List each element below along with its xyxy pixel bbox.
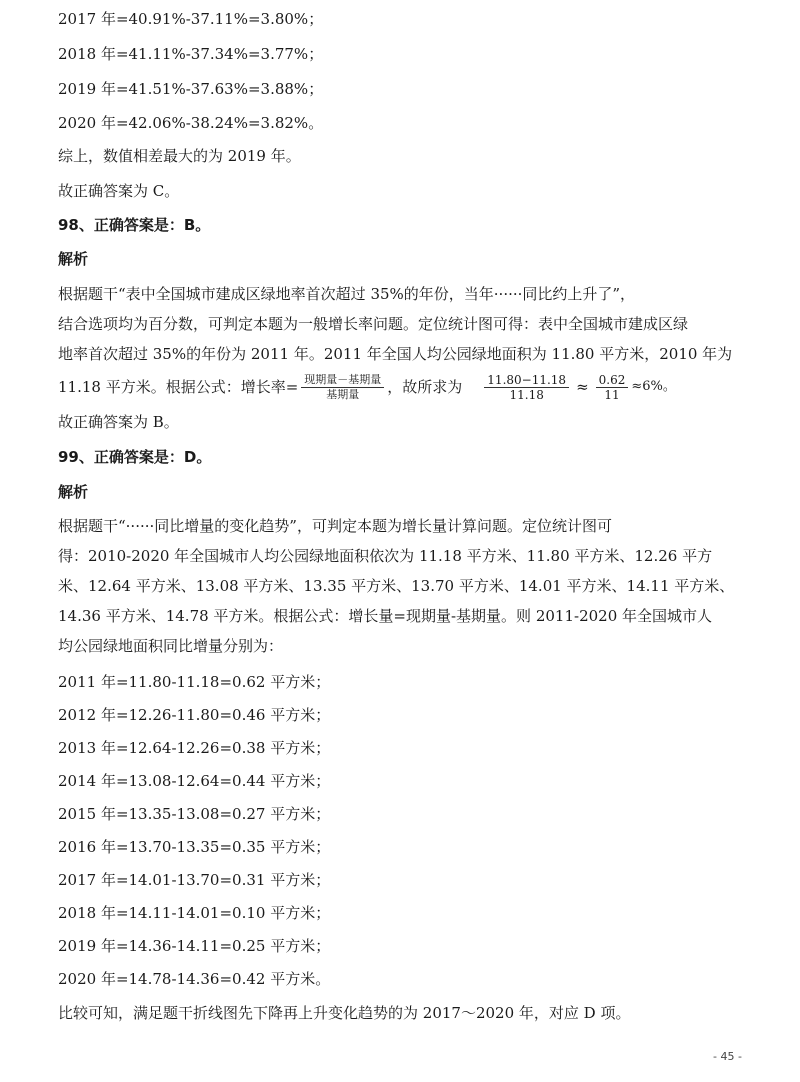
q99-heading: 99、正确答案是：D。 (58, 448, 212, 466)
q98-heading: 98、正确答案是：B。 (58, 216, 211, 234)
q99-increment-2019: 2019 年=14.36-14.11=0.25 平方米； (58, 937, 331, 955)
calc-denominator: 11.18 (509, 387, 544, 402)
q97-summary: 综上，数值相差最大的为 2019 年。 (58, 147, 301, 165)
q97-calc-2018: 2018 年=41.11%-37.34%=3.77%； (58, 45, 324, 63)
q99-increment-2015: 2015 年=13.35-13.08=0.27 平方米； (58, 805, 331, 823)
calc-numerator: 11.80−11.18 (484, 373, 569, 388)
calc-fraction (484, 373, 569, 402)
q98-result: ≈6%。 (631, 379, 676, 394)
q98-formula-line (58, 372, 676, 402)
q98-analysis-label: 解析 (58, 250, 89, 268)
page-number: - 45 - (713, 1050, 742, 1063)
q99-increment-2013: 2013 年=12.64-12.26=0.38 平方米； (58, 739, 331, 757)
q99-increment-2017: 2017 年=14.01-13.70=0.31 平方米； (58, 871, 331, 889)
q99-increment-2016: 2016 年=13.70-13.35=0.35 平方米； (58, 838, 331, 856)
q99-increment-2012: 2012 年=12.26-11.80=0.46 平方米； (58, 706, 331, 724)
calc2-fraction (596, 373, 629, 402)
growth-rate-fraction (301, 373, 384, 402)
q98-para-line-2: 结合选项均为百分数，可判定本题为一般增长率问题。定位统计图可得：表中全国城市建成区绿 (58, 315, 689, 333)
calc2-numerator: 0.62 (596, 373, 629, 388)
q98-para-line-3: 地率首次超过 35%的年份为 2011 年。2011 年全国人均公园绿地面积为 11.80 平方米，2010 年为 (58, 345, 733, 363)
q99-para-line-1: 根据题干“······同比增量的变化趋势”，可判定本题为增长量计算问题。定位统计图可 (58, 517, 612, 535)
q99-increment-2018: 2018 年=14.11-14.01=0.10 平方米； (58, 904, 331, 922)
q99-para-line-3: 米、12.64 平方米、13.08 平方米、13.35 平方米、13.70 平方米、14.01 平方米、14.11 平方米、 (58, 577, 735, 595)
q97-calc-2020: 2020 年=42.06%-38.24%=3.82%。 (58, 114, 324, 132)
q97-calc-2019: 2019 年=41.51%-37.63%=3.88%； (58, 80, 324, 98)
q99-conclusion: 比较可知，满足题干折线图先下降再上升变化趋势的为 2017～2020 年，对应 D 项。 (58, 1004, 631, 1022)
q99-para-line-4: 14.36 平方米、14.78 平方米。根据公式：增长量=现期量-基期量。则 2011-2020 年全国城市人 (58, 607, 713, 625)
approx-symbol: ≈ (576, 378, 589, 396)
growth-rate-numerator: 现期量－基期量 (301, 373, 384, 388)
q99-analysis-label: 解析 (58, 483, 89, 501)
q99-increment-2020: 2020 年=14.78-14.36=0.42 平方米。 (58, 970, 331, 988)
q98-formula-mid: ，故所求为 (387, 378, 463, 396)
q99-increment-2011: 2011 年=11.80-11.18=0.62 平方米； (58, 673, 331, 691)
q98-answer: 故正确答案为 B。 (58, 413, 179, 431)
q97-answer: 故正确答案为 C。 (58, 182, 180, 200)
growth-rate-denominator: 基期量 (326, 387, 360, 401)
calc2-denominator: 11 (604, 387, 620, 402)
q99-increment-2014: 2014 年=13.08-12.64=0.44 平方米； (58, 772, 331, 790)
q97-calc-2017: 2017 年=40.91%-37.11%=3.80%； (58, 10, 324, 28)
q99-para-line-5: 均公园绿地面积同比增量分别为： (58, 637, 284, 655)
q98-formula-prefix: 11.18 平方米。根据公式：增长率= (58, 378, 299, 396)
q99-para-line-2: 得：2010-2020 年全国城市人均公园绿地面积依次为 11.18 平方米、11.80 平方米、12.26 平方 (58, 547, 713, 565)
q98-para-line-1: 根据题干“表中全国城市建成区绿地率首次超过 35%的年份，当年······同比约上升了”， (58, 285, 636, 303)
